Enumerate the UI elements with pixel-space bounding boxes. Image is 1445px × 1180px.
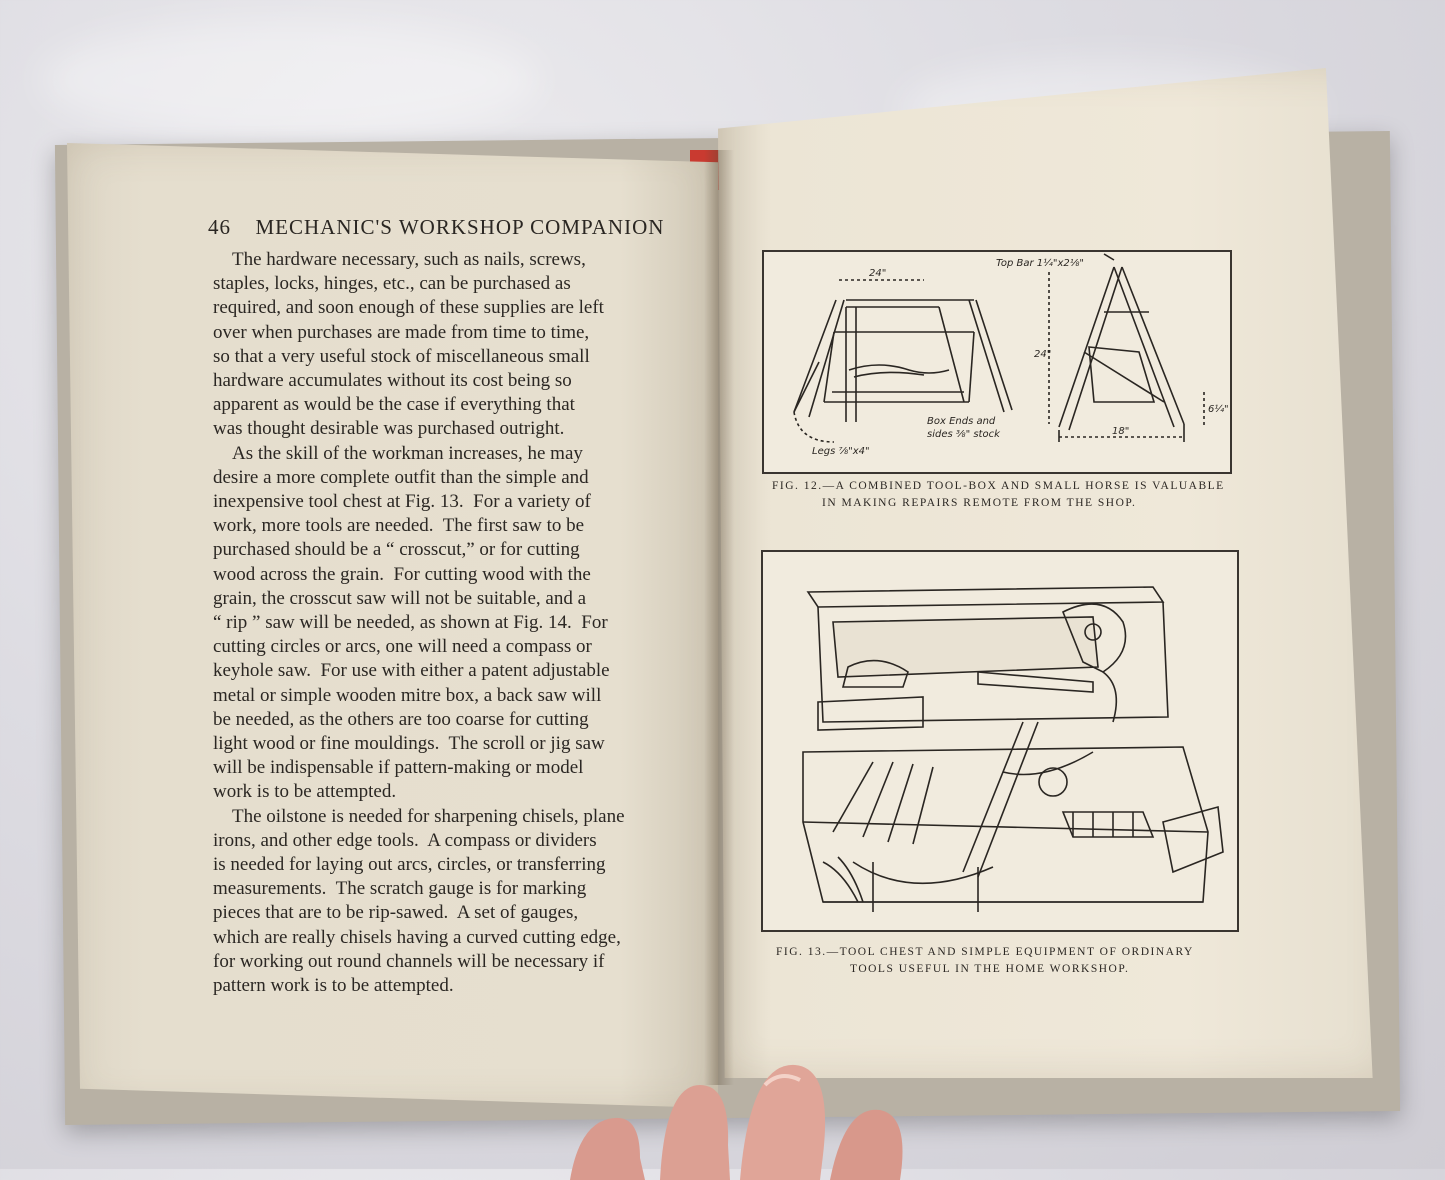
- fig12-caption-line2: IN MAKING REPAIRS REMOTE FROM THE SHOP.: [822, 497, 1137, 509]
- text-line: is needed for laying out arcs, circles, or transferring: [213, 854, 606, 875]
- label-top-bar: Top Bar 1¼"x2⅛": [996, 258, 1085, 269]
- text-line: As the skill of the workman increases, he may: [232, 442, 583, 464]
- text-line: keyhole saw. For use with either a patent adjustable: [213, 660, 610, 682]
- text-line: purchased should be a “ crosscut,” or for cutting: [213, 539, 580, 561]
- book-title: MECHANIC'S WORKSHOP COMPANION: [255, 215, 665, 239]
- text-line: apparent as would be the case if everything that: [213, 394, 575, 416]
- text-line: metal or simple wooden mitre box, a back saw will: [213, 684, 602, 706]
- text-line: desire a more complete outfit than the simple and: [213, 466, 589, 488]
- text-line: work, more tools are needed. The first saw to be: [213, 515, 585, 537]
- fig12-caption-line1: FIG. 12.—A COMBINED TOOL-BOX AND SMALL HORSE IS VALUABLE: [772, 480, 1225, 492]
- text-line: hardware accumulates without its cost being so: [213, 370, 572, 391]
- text-line: light wood or fine mouldings. The scroll or jig saw: [213, 733, 605, 754]
- text-line: work is to be attempted.: [213, 781, 397, 803]
- text-line: grain, the crosscut saw will not be suitable, and a: [213, 587, 587, 609]
- book-gutter: [704, 150, 734, 1085]
- text-line: pieces that are to be rip-sawed. A set of gauges,: [213, 902, 579, 924]
- hand-holding-page: [550, 1040, 930, 1180]
- text-line: measurements. The scratch gauge is for marking: [213, 878, 587, 900]
- cloth-highlight: [40, 20, 540, 140]
- sawhorse-toolbox-diagram: [764, 252, 1230, 472]
- fig13-caption-line1: FIG. 13.—TOOL CHEST AND SIMPLE EQUIPMENT OF ORDINARY: [776, 946, 1194, 958]
- text-line: over when purchases are made from time to time,: [213, 321, 590, 343]
- text-line: The hardware necessary, such as nails, screws,: [232, 249, 586, 270]
- label-width: 24": [869, 268, 887, 279]
- text-line: staples, locks, hinges, etc., can be purchased as: [213, 273, 571, 295]
- label-box-ends: Box Ends and: [927, 416, 996, 427]
- text-line: which are really chisels having a curved cutting edge,: [213, 926, 621, 948]
- text-line: cutting circles or arcs, one will need a compass or: [213, 636, 592, 658]
- text-line: required, and soon enough of these supplies are left: [213, 297, 604, 319]
- label-spread: 18": [1112, 426, 1130, 437]
- running-head: [208, 215, 665, 240]
- figure-13: [761, 550, 1239, 932]
- text-line: inexpensive tool chest at Fig. 13. For a variety of: [213, 491, 591, 512]
- text-line: will be indispensable if pattern-making or model: [213, 757, 584, 779]
- text-line: so that a very useful stock of miscellaneous small: [213, 345, 590, 367]
- page-number: 46: [208, 215, 231, 239]
- text-line: wood across the grain. For cutting wood with the: [213, 563, 591, 585]
- text-line: was thought desirable was purchased outright.: [213, 418, 565, 440]
- tool-chest-illustration: [763, 552, 1237, 930]
- label-rise: 6¼": [1208, 404, 1229, 415]
- text-line: irons, and other edge tools. A compass or dividers: [213, 829, 597, 851]
- text-line: The oilstone is needed for sharpening chisels, plane: [232, 805, 625, 827]
- text-line: pattern work is to be attempted.: [213, 975, 454, 996]
- label-legs: Legs ⅞"x4": [812, 446, 870, 457]
- label-height: 24": [1034, 349, 1052, 360]
- text-line: for working out round channels will be necessary if: [213, 950, 605, 972]
- label-sides: sides ⅜" stock: [927, 429, 1000, 440]
- text-line: be needed, as the others are too coarse for cutting: [213, 708, 589, 730]
- fig13-caption-line2: TOOLS USEFUL IN THE HOME WORKSHOP.: [850, 963, 1130, 975]
- figure-12: [762, 250, 1232, 474]
- text-line: “ rip ” saw will be needed, as shown at Fig. 14. For: [213, 612, 608, 633]
